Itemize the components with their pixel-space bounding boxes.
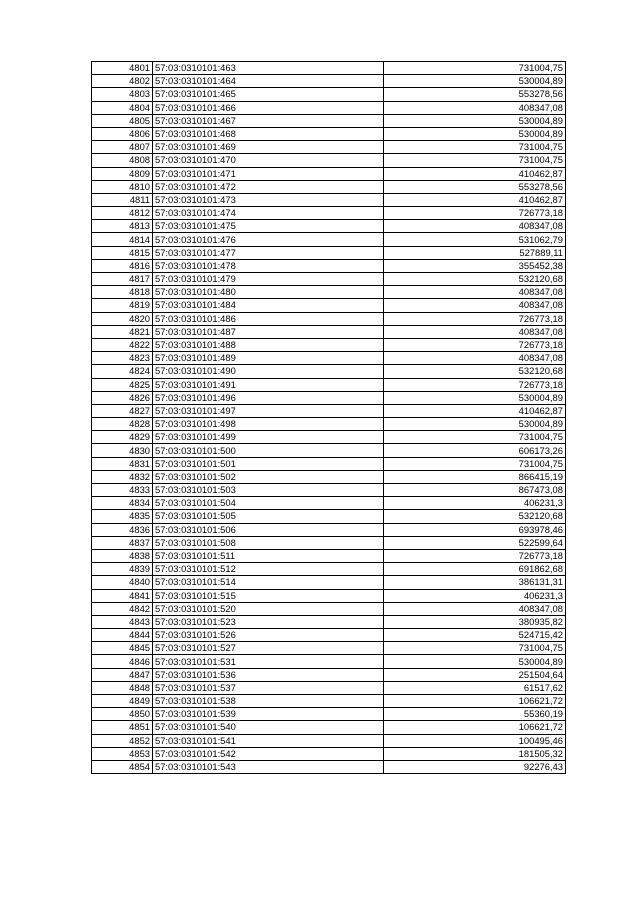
cadastral-value-cell: 731004,75 <box>384 457 566 470</box>
table-row <box>92 338 566 351</box>
table-row <box>92 259 566 272</box>
cadastral-number-cell: 57:03:0310101:465 <box>153 88 384 101</box>
cadastral-value-cell: 386131,31 <box>384 576 566 589</box>
cadastral-number-cell: 57:03:0310101:502 <box>153 470 384 483</box>
cadastral-value-cell: 406231,3 <box>384 589 566 602</box>
table-row <box>92 444 566 457</box>
row-number-cell: 4805 <box>92 114 153 127</box>
cadastral-number-cell: 57:03:0310101:463 <box>153 62 384 75</box>
table-row <box>92 233 566 246</box>
row-number-cell: 4811 <box>92 193 153 206</box>
table-row <box>92 299 566 312</box>
cadastral-number-cell: 57:03:0310101:489 <box>153 352 384 365</box>
cadastral-value-cell: 726773,18 <box>384 312 566 325</box>
cadastral-value-cell: 106621,72 <box>384 721 566 734</box>
row-number-cell: 4853 <box>92 747 153 760</box>
cadastral-value-cell: 408347,08 <box>384 286 566 299</box>
row-number-cell: 4845 <box>92 642 153 655</box>
cadastral-number-cell: 57:03:0310101:538 <box>153 695 384 708</box>
table-row <box>92 536 566 549</box>
row-number-cell: 4802 <box>92 75 153 88</box>
table-row <box>92 286 566 299</box>
row-number-cell: 4816 <box>92 259 153 272</box>
table-row <box>92 431 566 444</box>
table-row <box>92 365 566 378</box>
row-number-cell: 4839 <box>92 563 153 576</box>
cadastral-number-cell: 57:03:0310101:536 <box>153 668 384 681</box>
cadastral-number-cell: 57:03:0310101:473 <box>153 193 384 206</box>
cadastral-value-cell: 726773,18 <box>384 549 566 562</box>
cadastral-number-cell: 57:03:0310101:477 <box>153 246 384 259</box>
row-number-cell: 4829 <box>92 431 153 444</box>
cadastral-number-cell: 57:03:0310101:466 <box>153 101 384 114</box>
cadastral-value-cell: 100495,46 <box>384 734 566 747</box>
cadastral-value-cell: 731004,75 <box>384 642 566 655</box>
row-number-cell: 4830 <box>92 444 153 457</box>
cadastral-number-cell: 57:03:0310101:503 <box>153 484 384 497</box>
cadastral-number-cell: 57:03:0310101:511 <box>153 549 384 562</box>
table-row <box>92 576 566 589</box>
cadastral-value-cell: 408347,08 <box>384 220 566 233</box>
cadastral-value-table <box>91 61 566 774</box>
row-number-cell: 4801 <box>92 62 153 75</box>
cadastral-number-cell: 57:03:0310101:506 <box>153 523 384 536</box>
table-row <box>92 629 566 642</box>
table-row <box>92 101 566 114</box>
cadastral-number-cell: 57:03:0310101:497 <box>153 404 384 417</box>
table-row <box>92 642 566 655</box>
table-row <box>92 695 566 708</box>
table-row <box>92 523 566 536</box>
table-row <box>92 62 566 75</box>
table-row <box>92 615 566 628</box>
cadastral-value-cell: 410462,87 <box>384 167 566 180</box>
cadastral-value-cell: 106621,72 <box>384 695 566 708</box>
cadastral-number-cell: 57:03:0310101:531 <box>153 655 384 668</box>
row-number-cell: 4817 <box>92 273 153 286</box>
cadastral-number-cell: 57:03:0310101:523 <box>153 615 384 628</box>
row-number-cell: 4819 <box>92 299 153 312</box>
cadastral-number-cell: 57:03:0310101:470 <box>153 154 384 167</box>
table-row <box>92 602 566 615</box>
row-number-cell: 4847 <box>92 668 153 681</box>
table-row <box>92 207 566 220</box>
table-row <box>92 391 566 404</box>
cadastral-value-cell: 61517,62 <box>384 681 566 694</box>
row-number-cell: 4832 <box>92 470 153 483</box>
cadastral-number-cell: 57:03:0310101:515 <box>153 589 384 602</box>
cadastral-number-cell: 57:03:0310101:498 <box>153 418 384 431</box>
cadastral-number-cell: 57:03:0310101:512 <box>153 563 384 576</box>
table-row <box>92 747 566 760</box>
table-row <box>92 457 566 470</box>
cadastral-value-cell: 726773,18 <box>384 378 566 391</box>
cadastral-value-cell: 532120,68 <box>384 273 566 286</box>
cadastral-number-cell: 57:03:0310101:474 <box>153 207 384 220</box>
cadastral-number-cell: 57:03:0310101:504 <box>153 497 384 510</box>
row-number-cell: 4851 <box>92 721 153 734</box>
cadastral-number-cell: 57:03:0310101:505 <box>153 510 384 523</box>
table-row <box>92 75 566 88</box>
row-number-cell: 4804 <box>92 101 153 114</box>
table-row <box>92 88 566 101</box>
table-row <box>92 510 566 523</box>
table-row <box>92 589 566 602</box>
cadastral-value-cell: 251504,64 <box>384 668 566 681</box>
table-row <box>92 114 566 127</box>
cadastral-value-cell: 530004,89 <box>384 114 566 127</box>
cadastral-number-cell: 57:03:0310101:476 <box>153 233 384 246</box>
row-number-cell: 4837 <box>92 536 153 549</box>
row-number-cell: 4803 <box>92 88 153 101</box>
cadastral-value-cell: 408347,08 <box>384 299 566 312</box>
table-body <box>92 62 566 774</box>
cadastral-number-cell: 57:03:0310101:500 <box>153 444 384 457</box>
row-number-cell: 4815 <box>92 246 153 259</box>
row-number-cell: 4843 <box>92 615 153 628</box>
cadastral-number-cell: 57:03:0310101:490 <box>153 365 384 378</box>
table-row <box>92 246 566 259</box>
table-row <box>92 312 566 325</box>
cadastral-value-cell: 406231,3 <box>384 497 566 510</box>
table-row <box>92 404 566 417</box>
cadastral-number-cell: 57:03:0310101:537 <box>153 681 384 694</box>
cadastral-value-cell: 532120,68 <box>384 365 566 378</box>
cadastral-value-cell: 731004,75 <box>384 141 566 154</box>
row-number-cell: 4848 <box>92 681 153 694</box>
table-row <box>92 734 566 747</box>
cadastral-number-cell: 57:03:0310101:478 <box>153 259 384 272</box>
cadastral-number-cell: 57:03:0310101:527 <box>153 642 384 655</box>
row-number-cell: 4850 <box>92 708 153 721</box>
table-row <box>92 497 566 510</box>
table-row <box>92 760 566 773</box>
cadastral-value-cell: 731004,75 <box>384 62 566 75</box>
cadastral-value-cell: 553278,56 <box>384 180 566 193</box>
cadastral-value-cell: 410462,87 <box>384 193 566 206</box>
cadastral-number-cell: 57:03:0310101:540 <box>153 721 384 734</box>
row-number-cell: 4824 <box>92 365 153 378</box>
cadastral-number-cell: 57:03:0310101:468 <box>153 127 384 140</box>
cadastral-number-cell: 57:03:0310101:467 <box>153 114 384 127</box>
cadastral-value-cell: 530004,89 <box>384 391 566 404</box>
table-row <box>92 127 566 140</box>
cadastral-number-cell: 57:03:0310101:496 <box>153 391 384 404</box>
row-number-cell: 4835 <box>92 510 153 523</box>
row-number-cell: 4826 <box>92 391 153 404</box>
row-number-cell: 4833 <box>92 484 153 497</box>
row-number-cell: 4822 <box>92 338 153 351</box>
cadastral-value-cell: 355452,38 <box>384 259 566 272</box>
cadastral-number-cell: 57:03:0310101:471 <box>153 167 384 180</box>
cadastral-number-cell: 57:03:0310101:520 <box>153 602 384 615</box>
cadastral-value-cell: 524715,42 <box>384 629 566 642</box>
cadastral-value-cell: 866415,19 <box>384 470 566 483</box>
cadastral-value-cell: 867473,08 <box>384 484 566 497</box>
cadastral-value-cell: 726773,18 <box>384 338 566 351</box>
row-number-cell: 4838 <box>92 549 153 562</box>
cadastral-value-cell: 726773,18 <box>384 207 566 220</box>
table-row <box>92 193 566 206</box>
cadastral-value-cell: 527889,11 <box>384 246 566 259</box>
cadastral-value-cell: 410462,87 <box>384 404 566 417</box>
cadastral-number-cell: 57:03:0310101:541 <box>153 734 384 747</box>
table-row <box>92 141 566 154</box>
table-row <box>92 563 566 576</box>
cadastral-number-cell: 57:03:0310101:526 <box>153 629 384 642</box>
cadastral-number-cell: 57:03:0310101:488 <box>153 338 384 351</box>
table-row <box>92 352 566 365</box>
cadastral-value-cell: 408347,08 <box>384 352 566 365</box>
cadastral-value-cell: 693978,46 <box>384 523 566 536</box>
table-row <box>92 180 566 193</box>
row-number-cell: 4854 <box>92 760 153 773</box>
row-number-cell: 4852 <box>92 734 153 747</box>
cadastral-value-cell: 553278,56 <box>384 88 566 101</box>
cadastral-number-cell: 57:03:0310101:543 <box>153 760 384 773</box>
cadastral-number-cell: 57:03:0310101:484 <box>153 299 384 312</box>
cadastral-number-cell: 57:03:0310101:464 <box>153 75 384 88</box>
table-row <box>92 378 566 391</box>
row-number-cell: 4812 <box>92 207 153 220</box>
cadastral-value-cell: 530004,89 <box>384 127 566 140</box>
row-number-cell: 4828 <box>92 418 153 431</box>
row-number-cell: 4827 <box>92 404 153 417</box>
table-row <box>92 470 566 483</box>
row-number-cell: 4821 <box>92 325 153 338</box>
row-number-cell: 4840 <box>92 576 153 589</box>
row-number-cell: 4834 <box>92 497 153 510</box>
cadastral-number-cell: 57:03:0310101:542 <box>153 747 384 760</box>
table-row <box>92 721 566 734</box>
table-row <box>92 167 566 180</box>
table-row <box>92 708 566 721</box>
cadastral-number-cell: 57:03:0310101:472 <box>153 180 384 193</box>
row-number-cell: 4820 <box>92 312 153 325</box>
table-row <box>92 220 566 233</box>
cadastral-value-cell: 92276,43 <box>384 760 566 773</box>
cadastral-value-cell: 531062,79 <box>384 233 566 246</box>
cadastral-value-cell: 408347,08 <box>384 325 566 338</box>
cadastral-value-cell: 181505,32 <box>384 747 566 760</box>
cadastral-number-cell: 57:03:0310101:486 <box>153 312 384 325</box>
row-number-cell: 4813 <box>92 220 153 233</box>
row-number-cell: 4810 <box>92 180 153 193</box>
row-number-cell: 4807 <box>92 141 153 154</box>
cadastral-value-cell: 606173,26 <box>384 444 566 457</box>
cadastral-number-cell: 57:03:0310101:499 <box>153 431 384 444</box>
table-row <box>92 418 566 431</box>
cadastral-number-cell: 57:03:0310101:487 <box>153 325 384 338</box>
row-number-cell: 4823 <box>92 352 153 365</box>
table-row <box>92 325 566 338</box>
cadastral-value-cell: 530004,89 <box>384 75 566 88</box>
row-number-cell: 4808 <box>92 154 153 167</box>
cadastral-number-cell: 57:03:0310101:491 <box>153 378 384 391</box>
cadastral-value-cell: 408347,08 <box>384 101 566 114</box>
table-row <box>92 681 566 694</box>
cadastral-value-cell: 380935,82 <box>384 615 566 628</box>
cadastral-number-cell: 57:03:0310101:480 <box>153 286 384 299</box>
row-number-cell: 4831 <box>92 457 153 470</box>
table-row <box>92 549 566 562</box>
row-number-cell: 4836 <box>92 523 153 536</box>
cadastral-value-cell: 691862,68 <box>384 563 566 576</box>
cadastral-number-cell: 57:03:0310101:501 <box>153 457 384 470</box>
row-number-cell: 4841 <box>92 589 153 602</box>
cadastral-number-cell: 57:03:0310101:479 <box>153 273 384 286</box>
row-number-cell: 4842 <box>92 602 153 615</box>
cadastral-value-cell: 55360,19 <box>384 708 566 721</box>
row-number-cell: 4846 <box>92 655 153 668</box>
row-number-cell: 4844 <box>92 629 153 642</box>
table-row <box>92 154 566 167</box>
row-number-cell: 4806 <box>92 127 153 140</box>
cadastral-number-cell: 57:03:0310101:475 <box>153 220 384 233</box>
cadastral-number-cell: 57:03:0310101:469 <box>153 141 384 154</box>
cadastral-number-cell: 57:03:0310101:508 <box>153 536 384 549</box>
cadastral-number-cell: 57:03:0310101:539 <box>153 708 384 721</box>
row-number-cell: 4825 <box>92 378 153 391</box>
cadastral-number-cell: 57:03:0310101:514 <box>153 576 384 589</box>
table-row <box>92 655 566 668</box>
row-number-cell: 4809 <box>92 167 153 180</box>
table-row <box>92 273 566 286</box>
cadastral-value-cell: 522599,64 <box>384 536 566 549</box>
table-row <box>92 668 566 681</box>
cadastral-value-cell: 532120,68 <box>384 510 566 523</box>
row-number-cell: 4849 <box>92 695 153 708</box>
table-row <box>92 484 566 497</box>
cadastral-value-cell: 731004,75 <box>384 154 566 167</box>
cadastral-value-cell: 530004,89 <box>384 418 566 431</box>
cadastral-value-cell: 731004,75 <box>384 431 566 444</box>
row-number-cell: 4818 <box>92 286 153 299</box>
cadastral-value-cell: 408347,08 <box>384 602 566 615</box>
cadastral-value-cell: 530004,89 <box>384 655 566 668</box>
row-number-cell: 4814 <box>92 233 153 246</box>
